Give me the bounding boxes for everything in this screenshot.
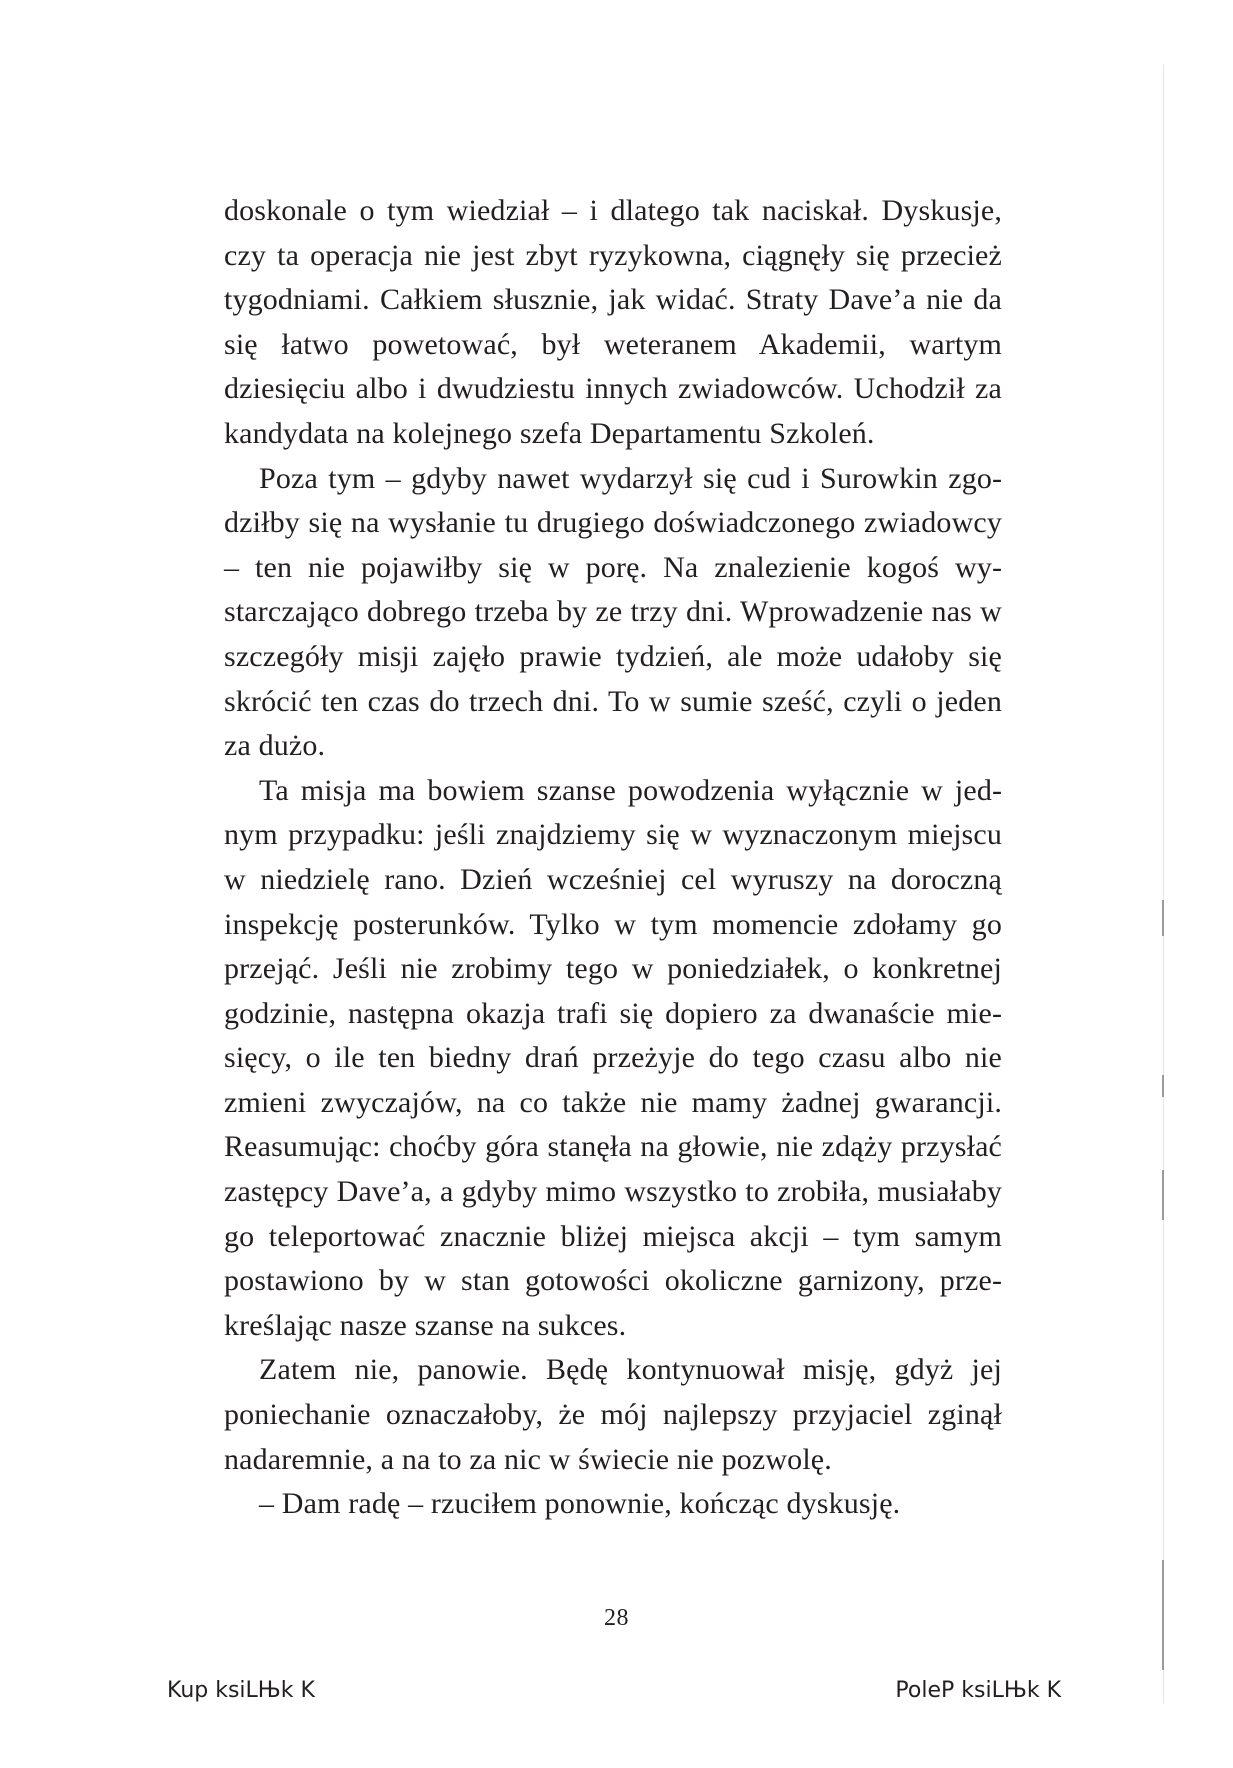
paragraph-2: Poza tym – gdyby nawet wydarzył się cud i Surowkin zgodziłby się na wysłanie tu drugiego doświadczonego zwiadowcy – ten nie pojawiłby się w porę. Na znalezienie kogoś wystarczająco dobrego trzeba by ze trzy dni. Wprowadzenie nas w szczegóły misji zajęło prawie tydzień, ale może udałoby się skrócić ten czas do trzech dni. To w sumie sześć, czyli o jeden za dużo. xyxy=(224,461,1002,763)
paragraph-4: Zatem nie, panowie. Będę kontynuował misję, gdyż jej poniechanie oznaczałoby, że mój najlepszy przyjaciel zginął nadaremnie, a na to za nic w świecie nie pozwolę. xyxy=(224,1353,1002,1476)
page-number: 28 xyxy=(604,1605,629,1631)
paragraph-5: – Dam radę – rzuciłem ponownie, kończąc dyskusję. xyxy=(259,1487,901,1521)
page-edge-mark xyxy=(1162,900,1164,936)
page-edge-line xyxy=(1163,65,1164,1703)
page-body-text xyxy=(224,189,1002,1527)
page-edge-mark xyxy=(1162,1170,1164,1220)
recommend-book-link[interactable]: PoleP ksiLЊk K xyxy=(895,1678,1061,1703)
paragraph-3: Ta misja ma bowiem szanse powodzenia wyłącznie w jednym przypadku: jeśli znajdziemy się w wyznaczonym miejscu w niedzielę rano. Dzień wcześniej cel wyruszy na doroczną inspekcję posterunków. Tylko w tym momencie zdołamy go przejąć. Jeśli nie zrobimy tego w poniedziałek, o konkretnej godzinie, następna okazja trafi się dopiero za dwanaście miesięcy, o ile ten biedny drań przeżyje do tego czasu albo nie zmieni zwyczajów, na co także nie mamy żadnej gwarancji. Reasumując: choćby góra stanęła na głowie, nie zdąży przysłać zastępcy Dave’a, a gdyby mimo wszystko to zrobiła, musiałaby go teleportować znacznie bliżej miejsca akcji – tym samym postawiono by w stan gotowości okoliczne garnizony, przekreślając nasze szanse na sukces. xyxy=(224,773,1002,1342)
page-edge-mark xyxy=(1162,1075,1164,1097)
buy-book-link[interactable]: Kup ksiLЊk K xyxy=(167,1678,315,1703)
paragraph-1: doskonale o tym wiedział – i dlatego tak naciskał. Dyskusje, czy ta operacja nie jest zbyt ryzykowna, ciągnęły się przecież tygodniami. Całkiem słusznie, jak widać. Straty Dave’a nie da się łatwo powetować, był weteranem Akademii, wartym dziesięciu albo i dwudziestu innych zwiadowców. Uchodził za kandydata na kolejnego szefa Departamentu Szkoleń. xyxy=(224,194,1002,450)
